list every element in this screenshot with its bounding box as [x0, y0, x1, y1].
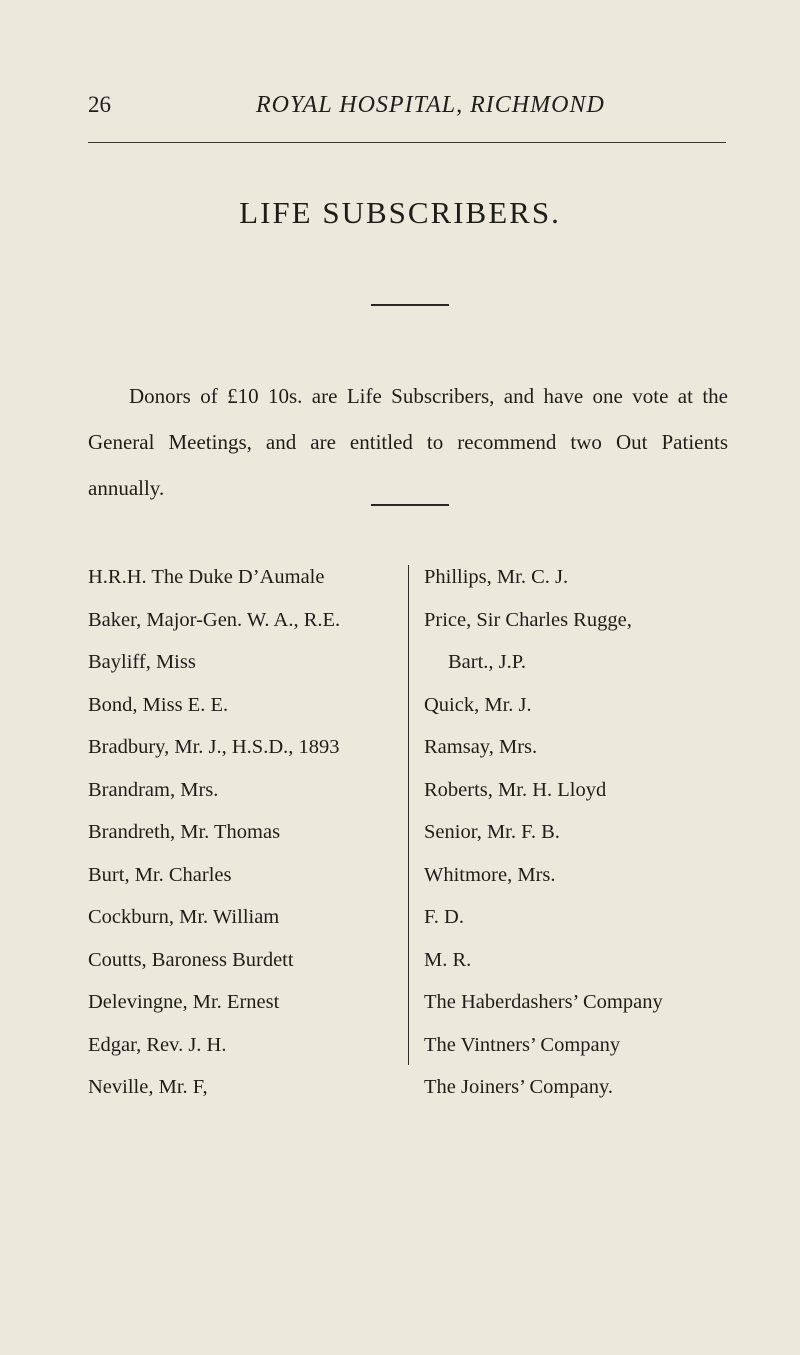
- subscriber-entry: Bradbury, Mr. J., H.S.D., 1893: [88, 736, 340, 758]
- subscriber-entry: Bayliff, Miss: [88, 651, 196, 673]
- column-divider: [408, 565, 409, 1065]
- subscriber-entry: F. D.: [424, 906, 464, 928]
- subscriber-entry: Quick, Mr. J.: [424, 693, 532, 716]
- subscriber-entry: Senior, Mr. F. B.: [424, 821, 560, 843]
- list-divider: [371, 504, 449, 506]
- subscriber-entry: Price, Sir Charles Rugge,: [424, 608, 632, 631]
- header-rule: [88, 142, 726, 143]
- intro-paragraph: Donors of £10 10s. are Life Subscribers, and have one vote at the General Meetings, and are entitled to recommend two Out Patients annually.: [88, 384, 728, 500]
- subscriber-entry: Edgar, Rev. J. H.: [88, 1033, 227, 1056]
- subscriber-entry: Coutts, Baroness Burdett: [88, 948, 294, 971]
- subscriber-entry: The Haberdashers’ Company: [424, 991, 663, 1013]
- subscriber-column-left: [88, 561, 406, 1114]
- subscriber-entry-continuation: Bart., J.P.: [448, 651, 527, 673]
- subscriber-entry: M. R.: [424, 948, 472, 971]
- subscriber-column-right: [424, 561, 734, 1114]
- page-number: 26: [88, 92, 111, 117]
- subscriber-entry: Ramsay, Mrs.: [424, 736, 538, 758]
- running-head: [88, 92, 726, 126]
- subscriber-entry: Brandram, Mrs.: [88, 778, 219, 801]
- subscriber-entry: Bond, Miss E. E.: [88, 693, 229, 716]
- section-title: LIFE SUBSCRIBERS.: [239, 195, 561, 230]
- subscriber-entry: The Vintners’ Company: [424, 1033, 621, 1056]
- subscriber-entry: Delevingne, Mr. Ernest: [88, 991, 280, 1013]
- subscriber-list: [88, 561, 728, 1098]
- subscriber-entry: Neville, Mr. F,: [88, 1076, 208, 1098]
- subscriber-entry: Phillips, Mr. C. J.: [424, 566, 569, 588]
- running-title: ROYAL HOSPITAL, RICHMOND: [256, 92, 605, 118]
- subscriber-entry: Whitmore, Mrs.: [424, 863, 556, 886]
- subscriber-entry: Baker, Major-Gen. W. A., R.E.: [88, 608, 341, 631]
- subscriber-entry: The Joiners’ Company.: [424, 1076, 614, 1098]
- title-divider: [371, 304, 449, 306]
- subscriber-entry: H.R.H. The Duke D’Aumale: [88, 566, 325, 588]
- subscriber-entry: Brandreth, Mr. Thomas: [88, 821, 281, 843]
- subscriber-entry: Roberts, Mr. H. Lloyd: [424, 778, 607, 801]
- subscriber-entry: Burt, Mr. Charles: [88, 863, 232, 886]
- subscriber-entry: Cockburn, Mr. William: [88, 906, 280, 928]
